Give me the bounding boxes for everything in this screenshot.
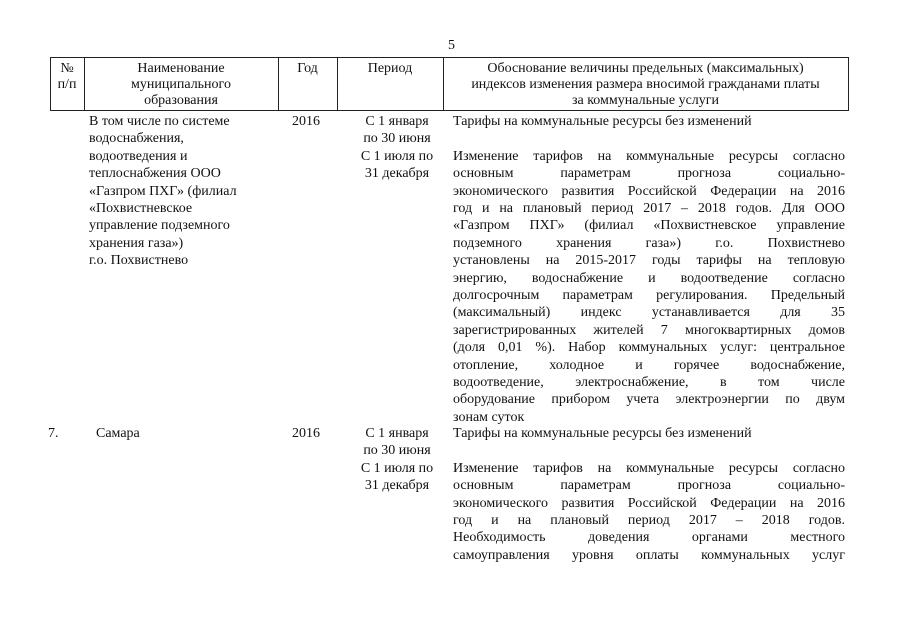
row-1-basis: Тарифы на коммунальные ресурсы без изменений Изменение тарифов на коммунальные ресурсы согласно основным параметрам прогноза социально- экономического развития Российской Федерации на 2016 год и на плановый период 2017 – 2018 годов. Для ООО «Газпром ПХГ» (филиал «Похвистневское управление подземного хранения газа») г.о. Похвистнево установлены на 2015-2017 годы тарифы на тепловую энергию, водоснабжение и водоотведение согласно долгосрочным параметрам регулирования. Предельный (максимальный) индекс устанавливается для 35 зарегистрированных жителей 7 многоквартирных домов (доля 0,01 %). Набор коммунальных услуг: центральное отопление, холодное и горячее водоснабжение, водоотведение, электроснабжение, в том числе оборудование прибором учета электроэнергии по двум зонам суток bbox=[453, 114, 845, 425]
row-1-period: С 1 января по 30 июня С 1 июля по 31 декабря bbox=[360, 114, 434, 182]
row-1-year: 2016 bbox=[292, 114, 320, 129]
row-1-name: В том числе по системе водоснабжения, водоотведения и теплоснабжения ООО «Газпром ПХГ» (филиал «Похвистневское управление подземного хранения газа») г.о. Похвистнево bbox=[89, 114, 237, 269]
header-basis: Обоснование величины предельных (максимальных) индексов изменения размера вносимой гражданами платы за коммунальные услуги bbox=[471, 61, 820, 108]
header-name: Наименование муниципального образования bbox=[131, 61, 231, 108]
row-2-num: 7. bbox=[48, 426, 59, 441]
row-2-year: 2016 bbox=[292, 426, 320, 441]
row-2-name: Самара bbox=[96, 426, 140, 441]
header-num: № п/п bbox=[57, 61, 77, 92]
header-period: Период bbox=[367, 61, 413, 76]
table-border-top bbox=[50, 57, 849, 58]
page-number: 5 bbox=[448, 38, 455, 53]
col-line-5 bbox=[848, 57, 849, 111]
header-year: Год bbox=[297, 61, 318, 76]
row-2-basis: Тарифы на коммунальные ресурсы без изменений Изменение тарифов на коммунальные ресурсы согласно основным параметрам прогноза социально- экономического развития Российской Федерации на 2016 год и на плановый период 2017 – 2018 годов. Необходимость доведения органами местного самоуправления уровня оплаты коммунальных услуг bbox=[453, 426, 845, 563]
table-header-bottom bbox=[50, 110, 849, 111]
row-2-period: С 1 января по 30 июня С 1 июля по 31 декабря bbox=[360, 426, 434, 494]
row-1-basis-intro: Тарифы на коммунальные ресурсы без изменений bbox=[453, 114, 752, 129]
row-2-basis-intro: Тарифы на коммунальные ресурсы без изменений bbox=[453, 426, 752, 441]
